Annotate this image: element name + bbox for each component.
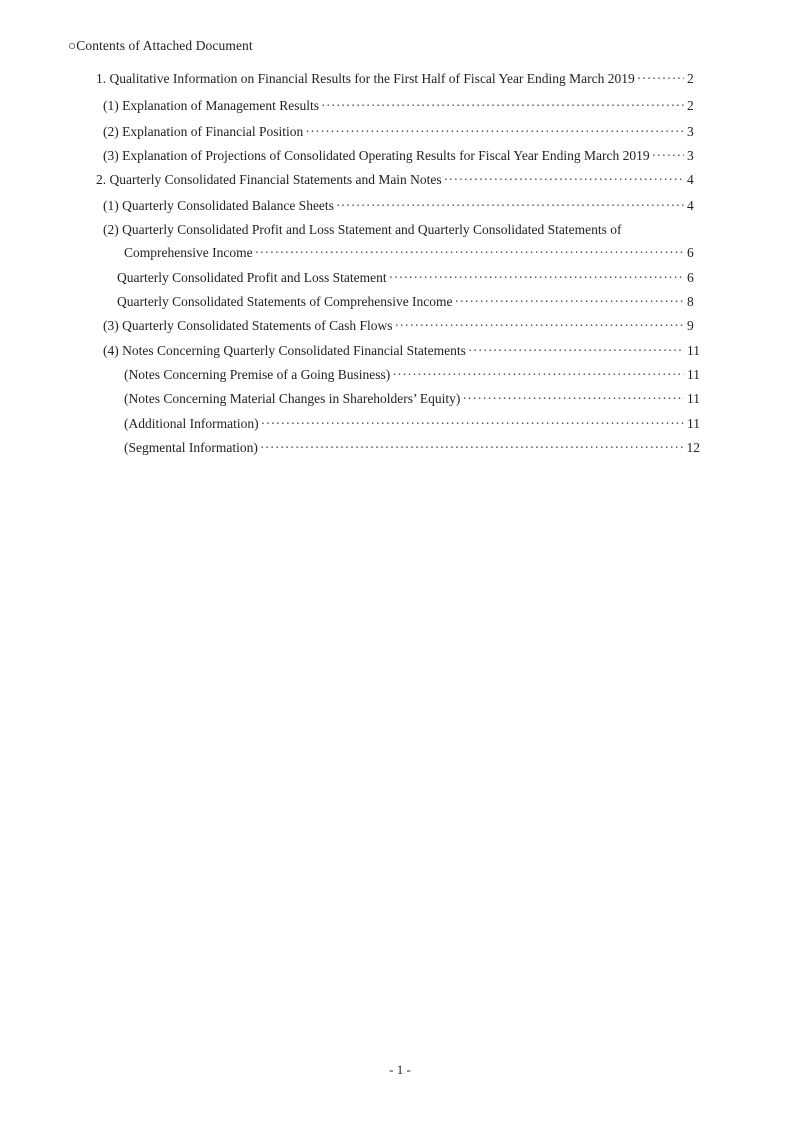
dot-leader [468,341,684,361]
dot-leader [321,96,684,116]
toc-entry-1[interactable] [96,69,700,89]
toc-entry-1-3[interactable] [103,146,700,166]
toc-entry-label: (Segmental Information) [124,440,258,455]
toc-page-number: 12 [686,440,700,455]
toc-page-number: 2 [687,98,694,113]
toc-page-number: 6 [687,245,694,260]
toc-entry-label: 2. Quarterly Consolidated Financial Statements and Main Notes [96,172,442,187]
toc-entry-label: (1) Quarterly Consolidated Balance Sheets [103,198,334,213]
document-title: ○Contents of Attached Document [68,38,253,53]
toc-page-number: 3 [687,124,694,139]
toc-entry-2-2-line-1[interactable]: (2) Quarterly Consolidated Profit and Loss Statement and Quarterly Consolidated Statements of [103,222,622,237]
toc-page-number: 11 [687,391,700,406]
dot-leader [305,122,684,142]
toc-entry-2-2-b[interactable] [117,292,700,312]
toc-entry-label: (4) Notes Concerning Quarterly Consolidated Financial Statements [103,343,466,358]
toc-entry-2-2-a[interactable] [117,268,700,288]
dot-leader [444,170,684,190]
toc-entry-2-1[interactable] [103,196,700,216]
toc-entry-2-4-b[interactable] [124,389,700,409]
toc-entry-2-4-c[interactable] [124,414,700,434]
toc-entry-2-2[interactable] [124,243,700,263]
toc-page-number: 9 [687,318,694,333]
dot-leader [255,243,684,263]
dot-leader [652,146,684,166]
toc-entry-label: (2) Explanation of Financial Position [103,124,304,139]
toc-entry-label: (Additional Information) [124,416,259,431]
dot-leader [637,69,684,89]
toc-entry-2-4[interactable] [103,341,700,361]
toc-entry-2-3[interactable] [103,316,700,336]
toc-entry-2-4-a[interactable] [124,365,700,385]
toc-page-number: 3 [687,148,694,163]
toc-entry-label: Comprehensive Income [124,245,253,260]
dot-leader [336,196,684,216]
toc-page-number: 4 [687,172,694,187]
toc-entry-1-1[interactable] [103,96,700,116]
dot-leader [260,438,684,458]
toc-entry-label: (Notes Concerning Premise of a Going Business) [124,367,391,382]
page-number: - 1 - [389,1062,411,1077]
dot-leader [394,316,684,336]
toc-entry-1-2[interactable] [103,122,700,142]
toc-entry-label: 1. Qualitative Information on Financial Results for the First Half of Fiscal Year Ending March 2019 [96,71,635,86]
toc-page-number: 2 [687,71,694,86]
toc-entry-2-4-d[interactable] [124,438,700,458]
toc-page-number: 11 [687,367,700,382]
dot-leader [462,389,684,409]
toc-entry-label: (1) Explanation of Management Results [103,98,319,113]
toc-page-number: 11 [687,343,700,358]
toc-entry-label: (3) Explanation of Projections of Consolidated Operating Results for Fiscal Year Ending March 2019 [103,148,650,163]
toc-entry-label: Quarterly Consolidated Profit and Loss Statement [117,270,387,285]
toc-entry-label: (3) Quarterly Consolidated Statements of Cash Flows [103,318,393,333]
dot-leader [455,292,684,312]
toc-page-number: 4 [687,198,694,213]
toc-page-number: 8 [687,294,694,309]
toc-page-number: 6 [687,270,694,285]
toc-entry-label: (Notes Concerning Material Changes in Shareholders’ Equity) [124,391,461,406]
toc-entry-label: Quarterly Consolidated Statements of Comprehensive Income [117,294,453,309]
dot-leader [392,365,684,385]
dot-leader [389,268,684,288]
toc-page-number: 11 [687,416,700,431]
toc-entry-2[interactable] [96,170,700,190]
dot-leader [261,414,684,434]
